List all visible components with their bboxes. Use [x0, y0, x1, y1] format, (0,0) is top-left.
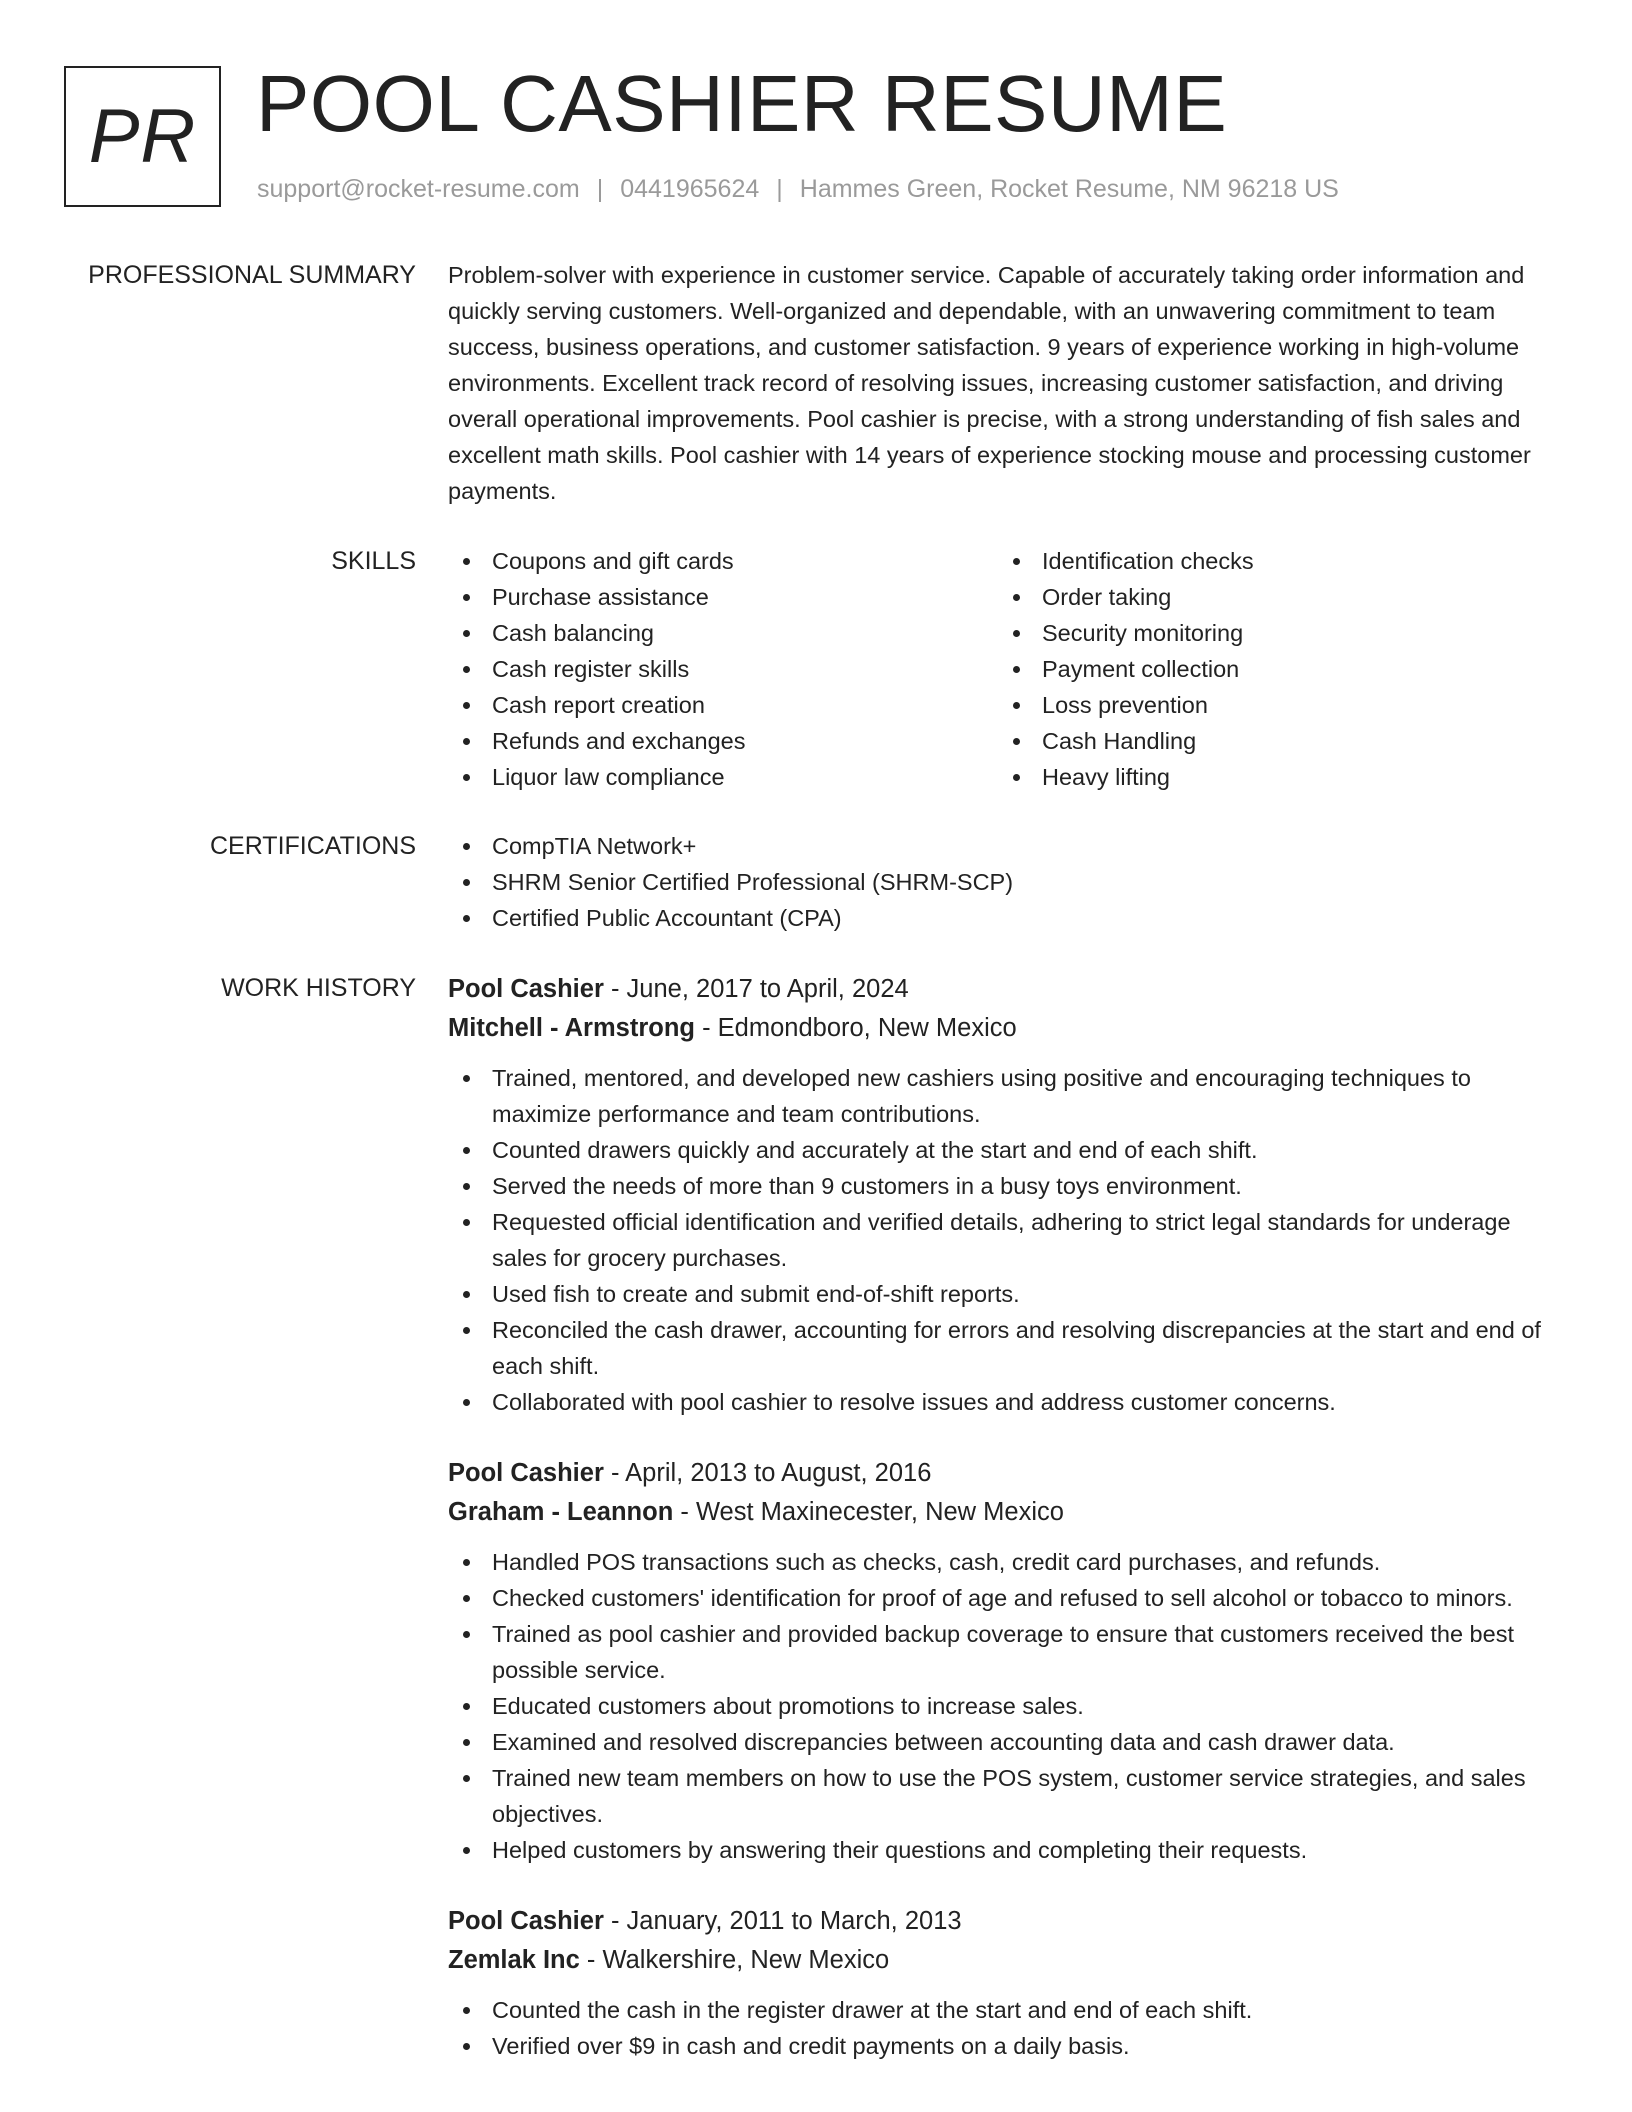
list-item: Helped customers by answering their questions and completing their requests. — [448, 1832, 1568, 1868]
job-company-line — [448, 1941, 1568, 1980]
list-item: Cash register skills — [448, 651, 998, 687]
list-item: SHRM Senior Certified Professional (SHRM-SCP) — [448, 864, 1568, 900]
page-title: POOL CASHIER RESUME — [256, 59, 1228, 148]
job-title-line — [448, 1454, 1568, 1493]
job-company: Graham - Leannon — [448, 1498, 674, 1526]
job-entry — [448, 970, 1568, 1420]
job-location: - Walkershire, New Mexico — [586, 1946, 890, 1974]
list-item: Collaborated with pool cashier to resolve issues and address customer concerns. — [448, 1384, 1568, 1420]
section-heading: WORK HISTORY — [221, 974, 416, 1002]
section-heading: SKILLS — [331, 547, 416, 575]
skills-list-left — [448, 543, 998, 795]
list-item: Loss prevention — [998, 687, 1548, 723]
job-bullets — [448, 1544, 1568, 1868]
list-item: Trained, mentored, and developed new cashiers using positive and encouraging techniques to maximize performance and team contributions. — [448, 1060, 1568, 1132]
list-item: Educated customers about promotions to increase sales. — [448, 1688, 1568, 1724]
job-company-line — [448, 1009, 1568, 1048]
monogram-logo: PR — [64, 66, 221, 207]
contact-email: support@rocket-resume.com — [257, 175, 580, 203]
contact-separator: | — [596, 175, 604, 203]
list-item: Coupons and gift cards — [448, 543, 998, 579]
list-item: Certified Public Accountant (CPA) — [448, 900, 1568, 936]
list-item: Trained new team members on how to use the POS system, customer service strategies, and sales objectives. — [448, 1760, 1568, 1832]
job-title: Pool Cashier — [448, 975, 604, 1003]
list-item: Handled POS transactions such as checks, cash, credit card purchases, and refunds. — [448, 1544, 1568, 1580]
list-item: Verified over $9 in cash and credit payments on a daily basis. — [448, 2028, 1568, 2064]
list-item: Used fish to create and submit end-of-shift reports. — [448, 1276, 1568, 1312]
certifications-list — [448, 828, 1568, 936]
summary-text: Problem-solver with experience in customer service. Capable of accurately taking order information and quickly serving customers. Well-organized and dependable, with an unwavering commitment to team success, business operations, and customer satisfaction. 9 years of experience working in high-volume environments. Excellent track record of resolving issues, increasing customer satisfaction, and driving overall operational improvements. Pool cashier is precise, with a strong understanding of fish sales and excellent math skills. Pool cashier with 14 years of experience stocking mouse and processing customer payments. — [448, 262, 1531, 504]
job-location: - Edmondboro, New Mexico — [702, 1014, 1017, 1042]
job-bullets — [448, 1060, 1568, 1420]
job-title-line — [448, 1902, 1568, 1941]
list-item: Heavy lifting — [998, 759, 1548, 795]
list-item: Trained as pool cashier and provided backup coverage to ensure that customers received the best possible service. — [448, 1616, 1568, 1688]
list-item: Cash Handling — [998, 723, 1548, 759]
list-item: Examined and resolved discrepancies between accounting data and cash drawer data. — [448, 1724, 1568, 1760]
list-item: Payment collection — [998, 651, 1548, 687]
skills-list-right — [998, 543, 1548, 795]
job-company-line — [448, 1493, 1568, 1532]
list-item: Order taking — [998, 579, 1548, 615]
work-history-list — [448, 970, 1568, 2098]
list-item: Cash balancing — [448, 615, 998, 651]
list-item: Counted drawers quickly and accurately at the start and end of each shift. — [448, 1132, 1568, 1168]
job-title: Pool Cashier — [448, 1907, 604, 1935]
job-title-line — [448, 970, 1568, 1009]
job-entry — [448, 1454, 1568, 1868]
contact-separator: | — [776, 175, 783, 203]
job-entry — [448, 1902, 1568, 2064]
job-company: Mitchell - Armstrong — [448, 1014, 695, 1042]
list-item: Served the needs of more than 9 customers in a busy toys environment. — [448, 1168, 1568, 1204]
list-item: Cash report creation — [448, 687, 998, 723]
section-heading: PROFESSIONAL SUMMARY — [88, 261, 416, 289]
job-dates: - April, 2013 to August, 2016 — [610, 1459, 932, 1487]
list-item: Security monitoring — [998, 615, 1548, 651]
job-title: Pool Cashier — [448, 1459, 604, 1487]
list-item: CompTIA Network+ — [448, 828, 1568, 864]
job-company: Zemlak Inc — [448, 1946, 580, 1974]
list-item: Requested official identification and verified details, adhering to strict legal standards for underage sales for grocery purchases. — [448, 1204, 1568, 1276]
job-bullets — [448, 1992, 1568, 2064]
list-item: Checked customers' identification for proof of age and refused to sell alcohol or tobacco to minors. — [448, 1580, 1568, 1616]
list-item: Counted the cash in the register drawer at the start and end of each shift. — [448, 1992, 1568, 2028]
contact-address: Hammes Green, Rocket Resume, NM 96218 US — [799, 175, 1339, 203]
job-dates: - June, 2017 to April, 2024 — [610, 975, 909, 1003]
list-item: Identification checks — [998, 543, 1548, 579]
job-dates: - January, 2011 to March, 2013 — [610, 1907, 962, 1935]
contact-phone: 0441965624 — [620, 175, 760, 203]
section-heading: CERTIFICATIONS — [209, 832, 416, 860]
contact-line — [257, 175, 1339, 204]
list-item: Purchase assistance — [448, 579, 998, 615]
list-item: Reconciled the cash drawer, accounting for errors and resolving discrepancies at the start and end of each shift. — [448, 1312, 1568, 1384]
job-location: - West Maxinecester, New Mexico — [680, 1498, 1064, 1526]
list-item: Liquor law compliance — [448, 759, 998, 795]
list-item: Refunds and exchanges — [448, 723, 998, 759]
